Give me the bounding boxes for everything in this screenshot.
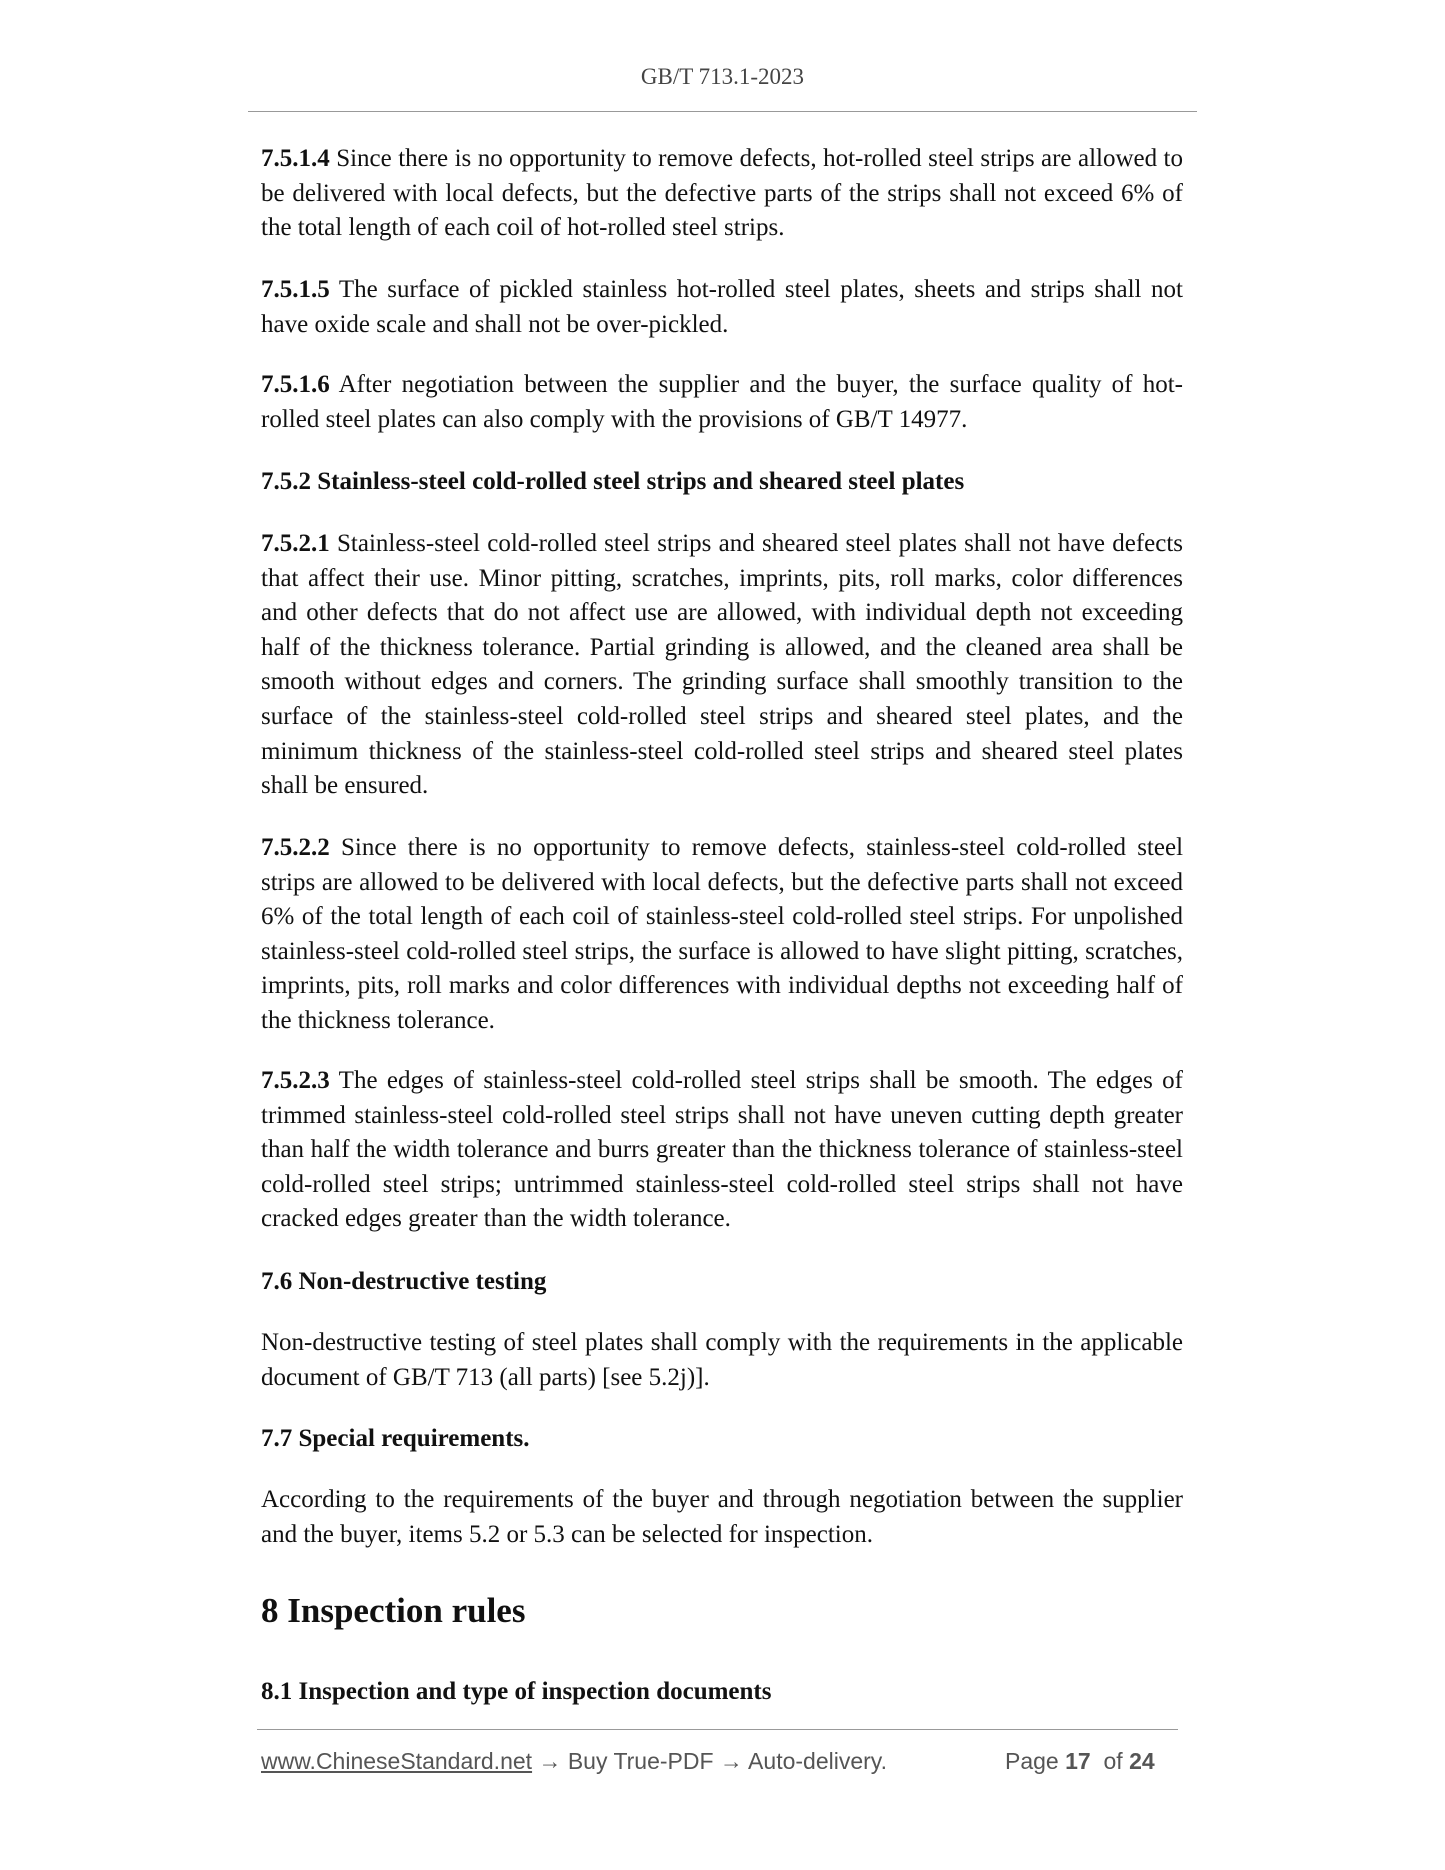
clause-7-6-text: [261, 1326, 1183, 1395]
clause-number: 7.5.1.4: [261, 145, 330, 172]
clause-text: Since there is no opportunity to remove defects, hot-rolled steel strips are allowed to be delivered with local defects, but the defective parts of the strips shall not exceed 6% of the total length of each coil of hot-rolled steel strips.: [261, 145, 1183, 242]
clause-7-5-2-heading: [261, 465, 1183, 500]
header-divider: [248, 111, 1197, 112]
clause-7-5-2-3: [261, 1064, 1183, 1237]
document-header: GB/T 713.1-2023: [640, 64, 805, 89]
clause-7-5-1-4: [261, 142, 1183, 246]
clause-7-5-2-1: [261, 527, 1183, 804]
clause-7-5-1-5: [261, 273, 1183, 342]
clause-number: 7.5.2.1: [261, 530, 330, 557]
subsection-heading: 7.6 Non-destructive testing: [261, 1268, 547, 1295]
website-link[interactable]: www.ChineseStandard.net: [261, 1748, 533, 1774]
subsection-heading: 7.7 Special requirements.: [261, 1425, 530, 1452]
page-label: Page: [1005, 1748, 1059, 1774]
clause-text: Stainless-steel cold-rolled steel strips and sheared steel plates shall not have defects that affect their use. Minor pitting, scratches, imprints, pits, roll marks, color differences and other defects that do not affect use are allowed, with individual depth not exceeding half of the thickness tolerance. Partial grinding is allowed, and the cleaned area shall be smooth without edges and corners. The grinding surface shall smoothly transition to the surface of the stainless-steel cold-rolled steel strips and sheared steel plates, and the minimum thickness of the stainless-steel cold-rolled steel strips and sheared steel plates shall be ensured.: [261, 530, 1184, 800]
footer-promo: [261, 1748, 887, 1775]
clause-number: 7.5.2.3: [261, 1067, 330, 1094]
clause-text: The edges of stainless-steel cold-rolled steel strips shall be smooth. The edges of trimmed stainless-steel cold-rolled steel strips shall not have uneven cutting depth greater than half the width tolerance and burrs greater than the thickness tolerance of stainless-steel cold-rolled steel strips; untrimmed stainless-steel cold-rolled steel strips shall not have cracked edges greater than the width tolerance.: [261, 1067, 1183, 1233]
subsection-heading: 7.5.2 Stainless-steel cold-rolled steel strips and sheared steel plates: [261, 468, 965, 495]
clause-text: After negotiation between the supplier and the buyer, the surface quality of hot-rolled steel plates can also comply with the provisions of GB/T 14977.: [261, 371, 1183, 433]
clause-text: According to the requirements of the buyer and through negotiation between the supplier and the buyer, items 5.2 or 5.3 can be selected for inspection.: [261, 1486, 1183, 1548]
clause-text: The surface of pickled stainless hot-rolled steel plates, sheets and strips shall not have oxide scale and shall not be over-pickled.: [261, 276, 1183, 338]
clause-7-5-1-6: [261, 368, 1183, 437]
clause-number: 7.5.1.5: [261, 276, 330, 303]
total-pages: 24: [1129, 1748, 1155, 1774]
subsection-8-1: [261, 1675, 1183, 1710]
clause-7-6-heading: [261, 1265, 1183, 1300]
of-label: of: [1103, 1748, 1123, 1774]
page-indicator: [1005, 1748, 1155, 1775]
footer-divider: [257, 1729, 1178, 1730]
clause-text: Since there is no opportunity to remove defects, stainless-steel cold-rolled steel strips are allowed to be delivered with local defects, but the defective parts shall not exceed 6% of the total length of each coil of stainless-steel cold-rolled steel strips. For unpolished stainless-steel cold-rolled steel strips, the surface is allowed to have slight pitting, scratches, imprints, pits, roll marks and color differences with individual depths not exceeding half of the thickness tolerance.: [261, 834, 1184, 1034]
subsection-heading: 8.1 Inspection and type of inspection documents: [261, 1678, 772, 1705]
clause-number: 7.5.1.6: [261, 371, 330, 398]
section-heading: 8 Inspection rules: [261, 1591, 526, 1630]
page-number: 17: [1065, 1748, 1091, 1774]
clause-7-5-2-2: [261, 831, 1183, 1039]
footer-promo-text: → Buy True-PDF → Auto-delivery.: [532, 1748, 887, 1774]
clause-text: Non-destructive testing of steel plates shall comply with the requirements in the applicable document of GB/T 713 (all parts) [see 5.2j)].: [261, 1329, 1183, 1391]
clause-7-7-heading: [261, 1422, 1183, 1457]
clause-number: 7.5.2.2: [261, 834, 330, 861]
clause-7-7-text: [261, 1483, 1183, 1552]
